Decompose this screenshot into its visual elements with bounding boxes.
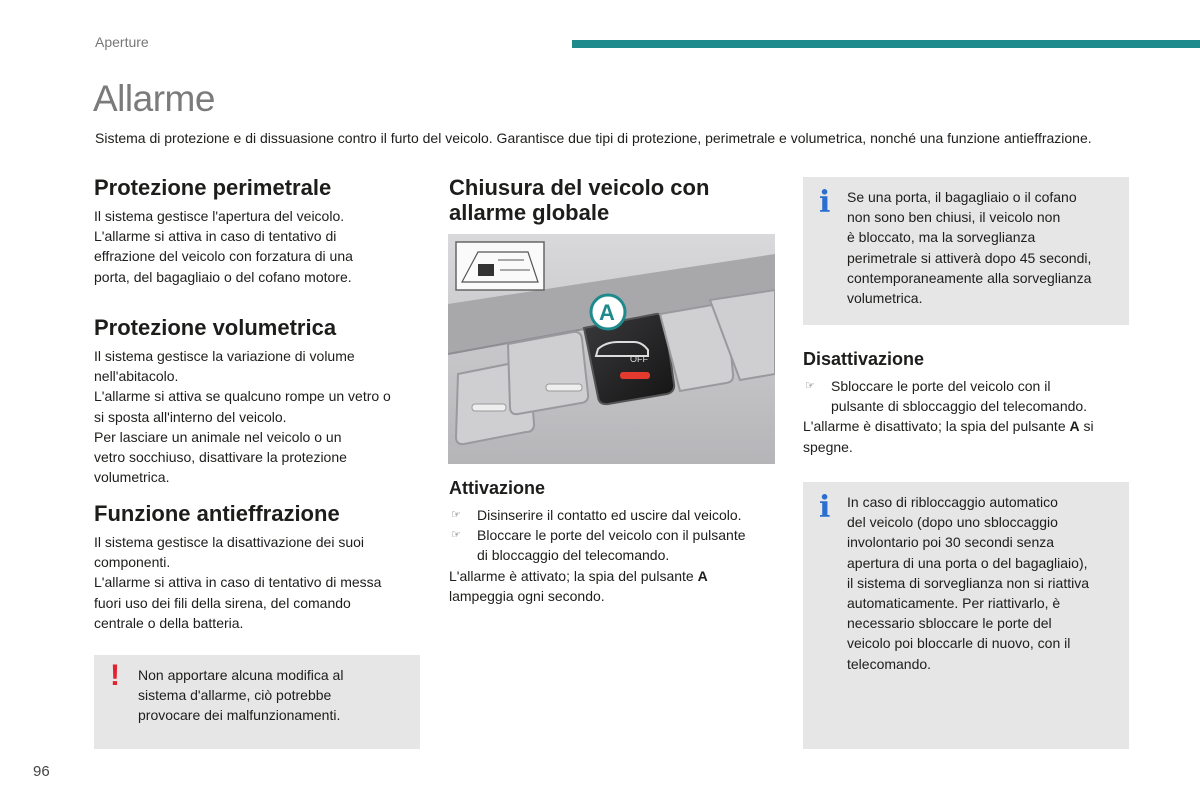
page-number: 96 xyxy=(33,763,50,780)
heading-volumetrica: Protezione volumetrica xyxy=(94,315,337,340)
info-icon: i xyxy=(819,490,831,525)
section-perimetrale xyxy=(94,175,424,287)
alarm-button-illustration xyxy=(448,234,775,464)
text-line: nell'abitacolo. xyxy=(94,368,179,385)
text-line: effrazione del veicolo con forzatura di una xyxy=(94,248,353,265)
list-item xyxy=(803,376,1133,416)
alarm-button-photo xyxy=(448,234,775,464)
section-chiusura xyxy=(449,175,779,225)
text-line: porta, del bagagliaio o del cofano motore. xyxy=(94,268,352,285)
text-line: del veicolo (dopo uno sbloccaggio xyxy=(847,514,1058,531)
text-line: perimetrale si attiverà dopo 45 secondi, xyxy=(847,249,1092,266)
text-line: è bloccato, ma la sorveglianza xyxy=(847,229,1036,246)
section-label: Aperture xyxy=(95,34,149,50)
heading-perimetrale: Protezione perimetrale xyxy=(94,175,332,200)
text-line: In caso di ribloccaggio automatico xyxy=(847,494,1058,510)
status-text xyxy=(449,566,779,586)
off-label: OFF xyxy=(630,354,648,364)
heading-attivazione: Attivazione xyxy=(449,478,546,498)
text-line: Disinserire il contatto ed uscire dal veicolo. xyxy=(477,507,742,523)
section-volumetrica xyxy=(94,315,424,487)
status-text xyxy=(803,416,1133,436)
text-line: Il sistema gestisce la variazione di volume xyxy=(94,348,355,364)
text-line: apertura di una porta o del bagagliaio), xyxy=(847,554,1088,571)
text-line: fuori uso dei fili della sirena, del comando xyxy=(94,594,351,611)
info-text xyxy=(847,492,1119,674)
text-line: L'allarme si attiva in caso di tentativo di messa xyxy=(94,574,382,591)
text-line: Il sistema gestisce l'apertura del veicolo. xyxy=(94,208,345,224)
text-line: Sbloccare le porte del veicolo con il xyxy=(831,378,1051,394)
text-line: di bloccaggio del telecomando. xyxy=(477,547,670,564)
text-line: Bloccare le porte del veicolo con il pulsante xyxy=(477,527,746,544)
heading-disattivazione: Disattivazione xyxy=(803,349,925,369)
button-a-callout: A xyxy=(599,300,615,325)
intro-paragraph: Sistema di protezione e di dissuasione contro il furto del veicolo. Garantisce due tipi di protezione, perimetrale e volumetrica, nonché una funzione antieffrazione. xyxy=(95,130,1092,146)
text-line: veicolo poi bloccarle di nuovo, con il xyxy=(847,635,1071,652)
warning-text xyxy=(138,665,410,726)
text-line: telecomando. xyxy=(847,655,932,672)
status-text-part: L'allarme è attivato; la spia del pulsante xyxy=(449,567,694,584)
info-text xyxy=(847,187,1119,308)
section-disattivazione xyxy=(803,348,1133,457)
heading-chiusura-line: Chiusura del veicolo con xyxy=(449,175,710,200)
text-line: Il sistema gestisce la disattivazione dei suoi xyxy=(94,534,365,550)
text-line: si sposta all'interno del veicolo. xyxy=(94,408,287,425)
pointing-hand-icon: ☞ xyxy=(805,380,815,392)
text-line: lampeggia ogni secondo. xyxy=(449,587,605,604)
text-line: pulsante di sbloccaggio del telecomando. xyxy=(831,398,1088,415)
text-line: vetro socchiuso, disattivare la protezione xyxy=(94,449,347,466)
section-attivazione xyxy=(449,477,779,606)
button-reference: A xyxy=(1069,418,1080,435)
status-text-part: si xyxy=(1083,418,1094,435)
text-line: involontario poi 30 secondi senza xyxy=(847,534,1055,551)
text-line: sistema d'allarme, ciò potrebbe xyxy=(138,687,332,704)
text-line: Non apportare alcuna modifica al xyxy=(138,667,344,683)
text-line: componenti. xyxy=(94,554,171,571)
pointing-hand-icon: ☞ xyxy=(451,509,461,521)
text-line: contemporaneamente alla sorveglianza xyxy=(847,269,1092,286)
heading-antieffrazione: Funzione antieffrazione xyxy=(94,501,340,526)
status-text-part: L'allarme è disattivato; la spia del pulsante xyxy=(803,418,1066,435)
button-reference: A xyxy=(697,567,708,584)
warning-exclamation-icon: ! xyxy=(110,659,120,692)
info-icon: i xyxy=(819,185,831,220)
text-line: volumetrica. xyxy=(94,469,170,486)
text-line: necessario sbloccare le porte del xyxy=(847,615,1052,632)
text-line: provocare dei malfunzionamenti. xyxy=(138,707,341,724)
header-accent-bar xyxy=(572,40,1200,48)
text-line: Per lasciare un animale nel veicolo o un xyxy=(94,428,342,445)
text-line: il sistema di sorveglianza non si riattiva xyxy=(847,574,1089,591)
info-box-ribloccaggio xyxy=(803,482,1129,749)
text-line: volumetrica. xyxy=(847,290,923,307)
text-line: automaticamente. Per riattivarlo, è xyxy=(847,595,1061,612)
text-line: non sono ben chiusi, il veicolo non xyxy=(847,209,1061,226)
list-item xyxy=(449,525,779,565)
text-line: centrale o della batteria. xyxy=(94,614,244,631)
page-title: Allarme xyxy=(93,78,215,119)
text-line: L'allarme si attiva se qualcuno rompe un vetro o xyxy=(94,388,391,405)
text-line: L'allarme si attiva in caso di tentativo di xyxy=(94,228,337,245)
text-line: spegne. xyxy=(803,438,853,455)
pointing-hand-icon: ☞ xyxy=(451,529,461,542)
text-line: Se una porta, il bagagliaio o il cofano xyxy=(847,189,1077,205)
list-item xyxy=(449,505,779,525)
warning-box xyxy=(94,655,420,749)
section-antieffrazione xyxy=(94,501,424,633)
info-box-perimetrale xyxy=(803,177,1129,325)
heading-chiusura-line: allarme globale xyxy=(449,200,610,225)
